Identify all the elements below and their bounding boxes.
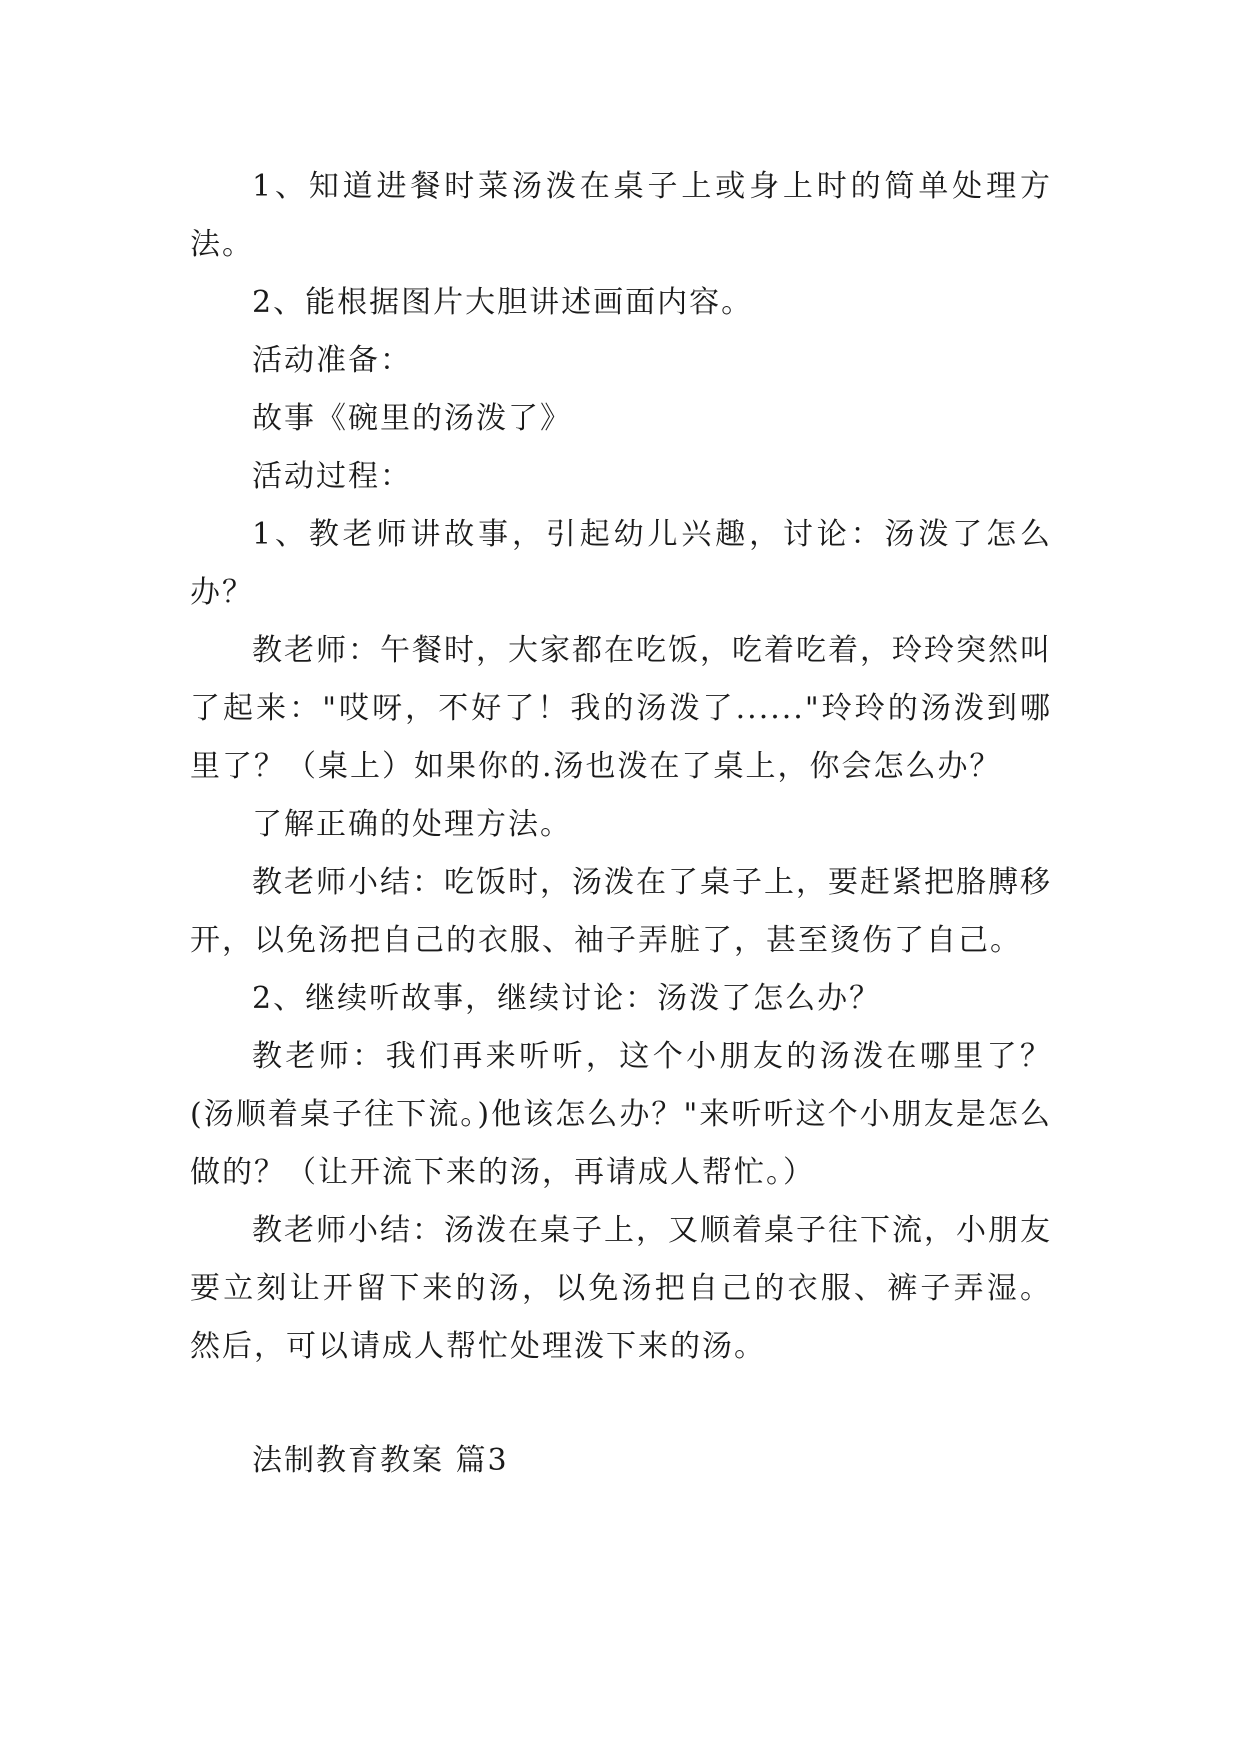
document-body xyxy=(190,158,1052,1490)
goal-2-paragraph: 2、能根据图片大胆讲述画面内容。 xyxy=(252,285,754,320)
step-1-paragraph: 1、教老师讲故事，引起幼儿兴趣，讨论：汤泼了怎么办？ xyxy=(190,517,1052,610)
teacher-question-paragraph: 教老师：我们再来听听，这个小朋友的汤泼在哪里了？(汤顺着桌子往下流。)他该怎么办？"来听听这个小朋友是怎么做的？（让开流下来的汤，再请成人帮忙。） xyxy=(190,1039,1052,1190)
process-heading: 活动过程： xyxy=(252,459,412,494)
preparation-heading: 活动准备： xyxy=(252,343,412,378)
preparation-story: 故事《碗里的汤泼了》 xyxy=(252,401,572,436)
summary-1-paragraph: 教老师小结：吃饭时，汤泼在了桌子上，要赶紧把胳膊移开，以免汤把自己的衣服、袖子弄脏了，甚至烫伤了自己。 xyxy=(190,865,1052,958)
section-heading: 法制教育教案 篇3 xyxy=(252,1443,509,1478)
step-2-paragraph: 2、继续听故事，继续讨论：汤泼了怎么办？ xyxy=(252,981,882,1016)
summary-2-paragraph: 教老师小结：汤泼在桌子上，又顺着桌子往下流，小朋友要立刻让开留下来的汤，以免汤把自己的衣服、裤子弄湿。然后，可以请成人帮忙处理泼下来的汤。 xyxy=(190,1213,1052,1364)
goal-1-paragraph: 1、知道进餐时菜汤泼在桌子上或身上时的简单处理方法。 xyxy=(190,169,1052,262)
teacher-story-paragraph: 教老师：午餐时，大家都在吃饭，吃着吃着，玲玲突然叫了起来："哎呀，不好了！我的汤泼了......"玲玲的汤泼到哪里了？（桌上）如果你的.汤也泼在了桌上，你会怎么办？ xyxy=(190,633,1052,784)
correct-method-paragraph: 了解正确的处理方法。 xyxy=(252,807,572,842)
